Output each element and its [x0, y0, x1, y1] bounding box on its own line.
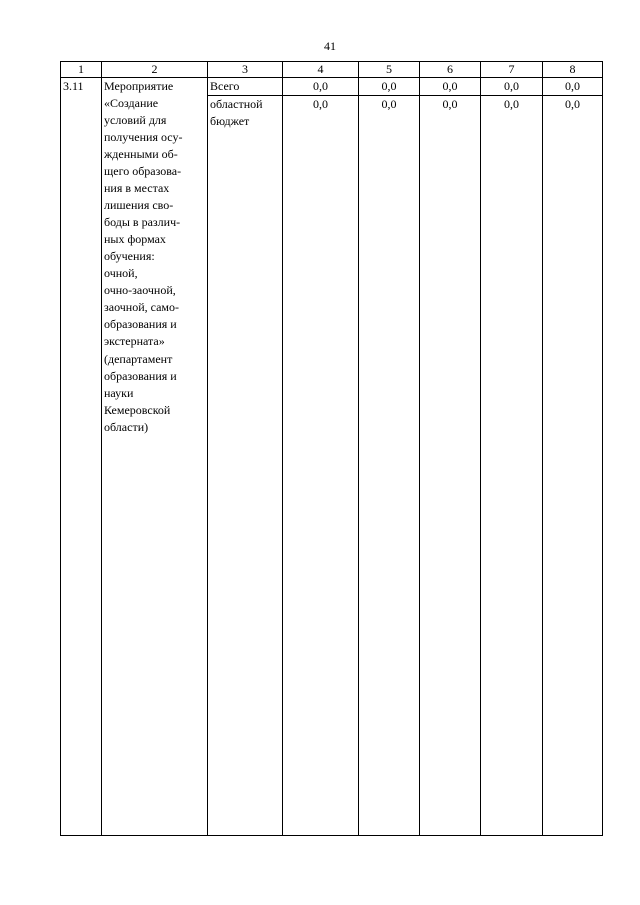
value-cell: 0,0	[481, 78, 543, 96]
column-header-7: 7	[481, 62, 543, 78]
column-header-3: 3	[208, 62, 283, 78]
value-cell: 0,0	[283, 78, 359, 96]
table-header-row	[61, 62, 603, 78]
funding-source: областной бюджет	[208, 96, 283, 836]
table-row	[61, 78, 603, 96]
funding-source: Всего	[208, 78, 283, 96]
column-header-5: 5	[359, 62, 420, 78]
value-cell: 0,0	[420, 78, 481, 96]
value-cell: 0,0	[359, 78, 420, 96]
item-description: Мероприятие «Создание условий для получения осу- жденными об- щего образова- ния в местах лишения сво- боды в различ- ных формах обучения: очной, очно-заочной, заочной, само- образования и экстерната» (департамент образования и науки Кемеровской области)	[102, 78, 208, 836]
value-cell: 0,0	[283, 96, 359, 836]
item-number: 3.11	[61, 78, 102, 836]
value-cell: 0,0	[543, 96, 603, 836]
column-header-2: 2	[102, 62, 208, 78]
value-cell: 0,0	[359, 96, 420, 836]
page-number: 41	[324, 39, 336, 53]
column-header-8: 8	[543, 62, 603, 78]
value-cell: 0,0	[543, 78, 603, 96]
column-header-1: 1	[61, 62, 102, 78]
value-cell: 0,0	[481, 96, 543, 836]
column-header-4: 4	[283, 62, 359, 78]
activity-table	[60, 61, 603, 836]
value-cell: 0,0	[420, 96, 481, 836]
column-header-6: 6	[420, 62, 481, 78]
